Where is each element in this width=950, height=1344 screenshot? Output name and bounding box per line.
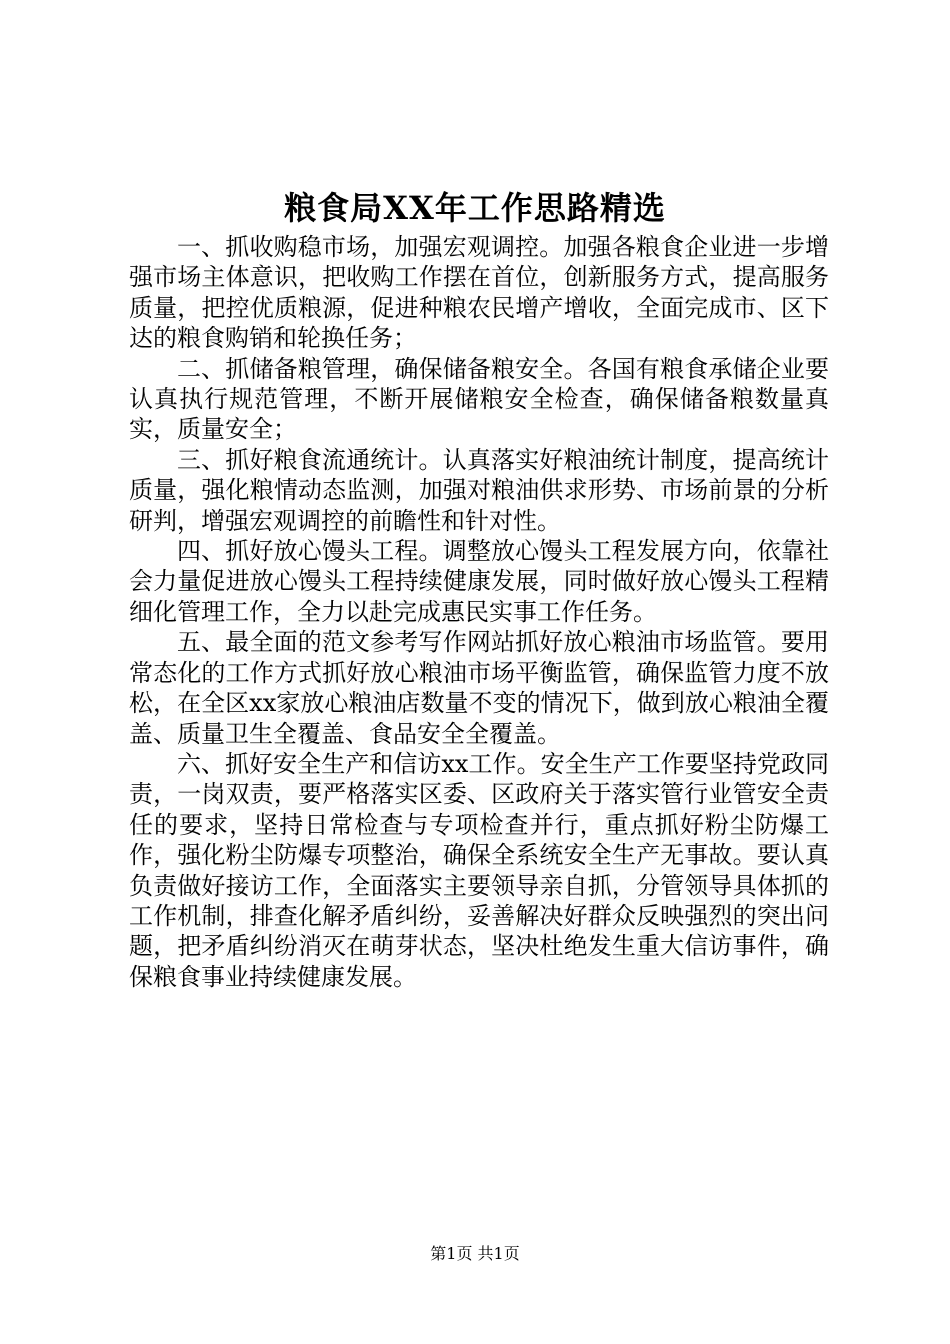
document-body (129, 232, 829, 992)
paragraph-5: 五、最全面的范文参考写作网站抓好放心粮油市场监管。要用常态化的工作方式抓好放心粮油市场平衡监管，确保监管力度不放松，在全区xx家放心粮油店数量不变的情况下，做到放心粮油全覆盖、质量卫生全覆盖、食品安全全覆盖。 (129, 628, 829, 748)
paragraph-3: 三、抓好粮食流通统计。认真落实好粮油统计制度，提高统计质量，强化粮情动态监测，加强对粮油供求形势、市场前景的分析研判，增强宏观调控的前瞻性和针对性。 (129, 445, 829, 535)
document-title: 粮食局XX年工作思路精选 (284, 189, 666, 227)
paragraph-6: 六、抓好安全生产和信访xx工作。安全生产工作要坚持党政同责，一岗双责，要严格落实区委、区政府关于落实管行业管安全责任的要求，坚持日常检查与专项检查并行，重点抓好粉尘防爆工作，强化粉尘防爆专项整治，确保全系统安全生产无事故。要认真负责做好接访工作，全面落实主要领导亲自抓，分管领导具体抓的工作机制，排查化解矛盾纠纷，妥善解决好群众反映强烈的突出问题，把矛盾纠纷消灭在萌芽状态，坚决杜绝发生重大信访事件，确保粮食事业持续健康发展。 (129, 749, 829, 991)
paragraph-1: 一、抓收购稳市场，加强宏观调控。加强各粮食企业进一步增强市场主体意识，把收购工作摆在首位，创新服务方式，提高服务质量，把控优质粮源，促进种粮农民增产增收，全面完成市、区下达的粮食购销和轮换任务； (129, 233, 829, 353)
paragraph-4: 四、抓好放心馒头工程。调整放心馒头工程发展方向，依靠社会力量促进放心馒头工程持续健康发展，同时做好放心馒头工程精细化管理工作，全力以赴完成惠民实事工作任务。 (129, 537, 829, 626)
paragraph-2: 二、抓储备粮管理，确保储备粮安全。各国有粮食承储企业要认真执行规范管理，不断开展储粮安全检查，确保储备粮数量真实，质量安全； (129, 354, 829, 444)
page-footer: 第1页 共1页 (430, 1244, 520, 1263)
